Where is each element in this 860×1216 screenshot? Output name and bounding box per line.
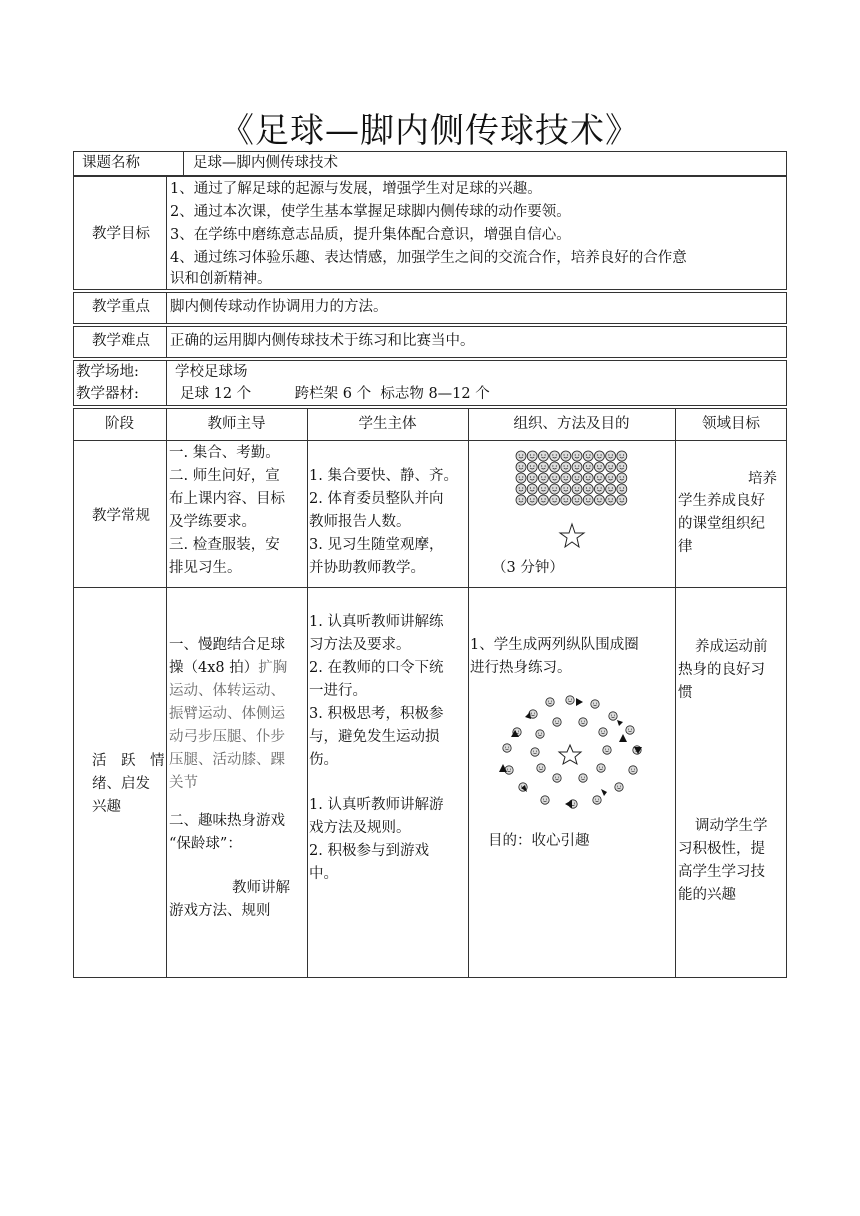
student-face-icon bbox=[550, 484, 560, 494]
goal-item: 3、在学练中磨练意志品质，提升集体配合意识，增强自信心。 bbox=[170, 227, 571, 243]
student-face-icon bbox=[527, 451, 537, 461]
direction-arrow-icon bbox=[619, 734, 627, 742]
routine-student-line: 2. 体育委员整队并向 bbox=[309, 491, 444, 507]
teacher-star-icon bbox=[560, 524, 584, 547]
student-face-icon bbox=[561, 484, 571, 494]
student-face-icon bbox=[583, 451, 593, 461]
warmup-org-line: 进行热身练习。 bbox=[470, 660, 572, 676]
warmup-student-line: 一进行。 bbox=[309, 683, 367, 699]
warmup-goal-line: 习积极性，提 bbox=[678, 841, 765, 857]
student-face-icon bbox=[594, 451, 604, 461]
student-face-icon bbox=[561, 451, 571, 461]
header-organization: 组织、方法及目的 bbox=[513, 416, 630, 432]
warmup-student-line: 1. 认真听教师讲解游 bbox=[309, 797, 444, 813]
student-face-icon bbox=[561, 473, 571, 483]
student-face-icon bbox=[594, 473, 604, 483]
goal-item: 2、通过本次课，使学生基本掌握足球脚内侧传球的动作要领。 bbox=[170, 204, 571, 220]
student-face-icon bbox=[572, 473, 582, 483]
warmup-student-line: 2. 在教师的口令下统 bbox=[309, 660, 444, 676]
student-face-icon bbox=[609, 712, 617, 720]
student-face-icon bbox=[579, 718, 587, 726]
routine-org-note: （3 分钟） bbox=[492, 560, 564, 576]
warmup-goal-line: 惯 bbox=[678, 685, 693, 701]
warmup-student-line: 与，避免发生运动损 bbox=[309, 729, 440, 745]
student-face-icon bbox=[606, 473, 616, 483]
student-face-icon bbox=[594, 495, 604, 505]
direction-arrow-icon bbox=[565, 800, 572, 808]
warmup-teacher-grey-text: 扩胸 bbox=[258, 660, 288, 676]
student-face-icon bbox=[561, 462, 571, 472]
student-face-icon bbox=[527, 473, 537, 483]
student-face-icon bbox=[583, 484, 593, 494]
warmup-teacher-line bbox=[169, 657, 287, 680]
key-value: 脚内侧传球动作协调用力的方法。 bbox=[170, 299, 388, 315]
routine-goal-line: 培养 bbox=[748, 471, 777, 487]
document-title: 《足球—脚内侧传球技术》 bbox=[220, 111, 640, 151]
student-face-icon bbox=[527, 495, 537, 505]
warmup-teacher-text: 操（4x8 拍） bbox=[169, 660, 259, 676]
student-face-icon bbox=[553, 774, 561, 782]
goal-item: 识和创新精神。 bbox=[170, 271, 272, 287]
student-face-icon bbox=[550, 495, 560, 505]
key-label: 教学重点 bbox=[92, 299, 150, 315]
student-face-icon bbox=[516, 462, 526, 472]
student-face-icon bbox=[541, 796, 549, 804]
student-face-icon bbox=[538, 473, 548, 483]
student-face-icon bbox=[594, 484, 604, 494]
direction-arrow-icon bbox=[576, 698, 583, 706]
student-face-icon bbox=[516, 495, 526, 505]
warmup-stage-line: 活 跃 情 bbox=[92, 753, 165, 769]
student-face-icon bbox=[537, 764, 545, 772]
student-face-icon bbox=[597, 764, 605, 772]
warmup-goal-line: 调动学生学 bbox=[695, 818, 768, 834]
routine-stage: 教学常规 bbox=[92, 508, 150, 524]
warmup-goal-line: 热身的良好习 bbox=[678, 662, 765, 678]
routine-teacher-line: 排见习生。 bbox=[169, 560, 242, 576]
header-student: 学生主体 bbox=[358, 416, 417, 432]
student-face-icon bbox=[572, 451, 582, 461]
student-face-icon bbox=[606, 495, 616, 505]
warmup-goal-line: 养成运动前 bbox=[695, 639, 768, 655]
student-face-icon bbox=[538, 495, 548, 505]
student-face-icon bbox=[527, 462, 537, 472]
student-face-icon bbox=[566, 696, 574, 704]
student-face-icon bbox=[527, 484, 537, 494]
student-face-icon bbox=[606, 462, 616, 472]
warmup-teacher-line: 振臂运动、体侧运 bbox=[169, 706, 285, 722]
venue-label: 教学场地: bbox=[76, 364, 139, 380]
header-domain-goal: 领域目标 bbox=[702, 416, 760, 432]
student-face-icon bbox=[505, 766, 513, 774]
equipment-value: 足球 12 个 跨栏架 6 个 标志物 8—12 个 bbox=[180, 386, 490, 402]
warmup-teacher-line: 动弓步压腿、仆步 bbox=[169, 729, 285, 745]
routine-student-line: 并协助教师教学。 bbox=[309, 560, 425, 576]
routine-teacher-line: 二. 师生问好，宣 bbox=[169, 468, 280, 484]
student-face-icon bbox=[615, 783, 623, 791]
difficulty-value: 正确的运用脚内侧传球技术于练习和比赛当中。 bbox=[170, 333, 475, 349]
student-face-icon bbox=[606, 484, 616, 494]
warmup-student-line: 戏方法及规则。 bbox=[309, 820, 411, 836]
student-face-icon bbox=[546, 698, 554, 706]
warmup-student-line: 2. 积极参与到游戏 bbox=[309, 843, 429, 859]
warmup-teacher-line: 二、趣味热身游戏 bbox=[169, 813, 285, 829]
student-face-icon bbox=[516, 451, 526, 461]
student-face-icon bbox=[617, 451, 627, 461]
student-face-icon bbox=[593, 796, 601, 804]
student-face-icon bbox=[531, 748, 539, 756]
goal-item: 4、通过练习体验乐趣、表达情感，加强学生之间的交流合作，培养良好的合作意 bbox=[170, 250, 687, 266]
warmup-student-line: 1. 认真听教师讲解练 bbox=[309, 614, 444, 630]
warmup-org-purpose: 目的：收心引趣 bbox=[488, 833, 590, 849]
direction-arrow-icon bbox=[617, 720, 623, 726]
warmup-teacher-line: 游戏方法、规则 bbox=[169, 903, 271, 919]
student-face-icon bbox=[572, 495, 582, 505]
warmup-teacher-line: “保龄球”： bbox=[169, 836, 242, 852]
header-stage: 阶段 bbox=[105, 416, 134, 432]
circle-formation-diagram bbox=[495, 692, 645, 812]
student-face-icon bbox=[579, 774, 587, 782]
student-face-icon bbox=[536, 730, 544, 738]
student-face-icon bbox=[550, 473, 560, 483]
header-teacher: 教师主导 bbox=[207, 416, 266, 432]
student-face-icon bbox=[572, 462, 582, 472]
warmup-teacher-line: 教师讲解 bbox=[232, 880, 290, 896]
student-face-icon bbox=[538, 484, 548, 494]
goals-label: 教学目标 bbox=[92, 226, 150, 242]
routine-student-line: 1. 集合要快、静、齐。 bbox=[309, 468, 458, 484]
topic-label: 课题名称 bbox=[82, 155, 140, 171]
warmup-stage-line: 兴趣 bbox=[92, 799, 121, 815]
formation-diagram bbox=[515, 450, 630, 550]
student-face-icon bbox=[591, 700, 599, 708]
difficulty-label: 教学难点 bbox=[92, 333, 150, 349]
student-face-icon bbox=[516, 473, 526, 483]
student-face-icon bbox=[626, 726, 634, 734]
student-face-icon bbox=[538, 451, 548, 461]
venue-value: 学校足球场 bbox=[175, 364, 248, 380]
warmup-teacher-line: 运动、体转运动、 bbox=[169, 683, 285, 699]
routine-goal-line: 的课堂组织纪 bbox=[678, 516, 765, 532]
student-face-icon bbox=[594, 462, 604, 472]
warmup-teacher-line: 关节 bbox=[169, 775, 198, 791]
student-face-icon bbox=[617, 484, 627, 494]
student-face-icon bbox=[617, 473, 627, 483]
student-face-icon bbox=[599, 728, 607, 736]
student-face-icon bbox=[516, 484, 526, 494]
student-face-icon bbox=[538, 462, 548, 472]
student-face-icon bbox=[572, 484, 582, 494]
equipment-label: 教学器材: bbox=[76, 386, 139, 402]
topic-row bbox=[73, 151, 787, 176]
student-face-icon bbox=[583, 495, 593, 505]
warmup-org-line: 1、学生成两列纵队围成圈 bbox=[470, 637, 639, 653]
routine-teacher-line: 三. 检查服装，安 bbox=[169, 537, 280, 553]
student-face-icon bbox=[617, 462, 627, 472]
teacher-star-icon bbox=[559, 745, 581, 764]
routine-teacher-line: 一. 集合、考勤。 bbox=[169, 445, 280, 461]
student-face-icon bbox=[550, 451, 560, 461]
student-face-icon bbox=[629, 766, 637, 774]
student-face-icon bbox=[617, 495, 627, 505]
routine-goal-line: 学生养成良好 bbox=[678, 493, 765, 509]
student-face-icon bbox=[583, 462, 593, 472]
topic-value: 足球—脚内侧传球技术 bbox=[193, 155, 338, 171]
warmup-teacher-line: 压腿、活动膝、踝 bbox=[169, 752, 285, 768]
routine-goal-line: 律 bbox=[678, 539, 693, 555]
direction-arrow-icon bbox=[525, 712, 531, 719]
warmup-stage-line: 绪、启发 bbox=[92, 776, 150, 792]
warmup-student-line: 中。 bbox=[309, 866, 338, 882]
goal-item: 1、通过了解足球的起源与发展，增强学生对足球的兴趣。 bbox=[170, 181, 542, 197]
warmup-goal-line: 高学生学习技 bbox=[678, 864, 765, 880]
warmup-teacher-line: 一、慢跑结合足球 bbox=[169, 637, 285, 653]
student-face-icon bbox=[583, 473, 593, 483]
student-face-icon bbox=[606, 451, 616, 461]
warmup-student-line: 3. 积极思考，积极参 bbox=[309, 706, 444, 722]
routine-student-line: 3. 见习生随堂观摩， bbox=[309, 537, 444, 553]
warmup-student-line: 伤。 bbox=[309, 752, 338, 768]
routine-teacher-line: 布上课内容、目标 bbox=[169, 491, 285, 507]
direction-arrow-icon bbox=[601, 789, 607, 796]
student-face-icon bbox=[550, 462, 560, 472]
routine-teacher-line: 及学练要求。 bbox=[169, 514, 256, 530]
student-face-icon bbox=[553, 718, 561, 726]
warmup-student-line: 习方法及要求。 bbox=[309, 637, 411, 653]
routine-student-line: 教师报告人数。 bbox=[309, 514, 411, 530]
student-face-icon bbox=[503, 744, 511, 752]
warmup-goal-line: 能的兴趣 bbox=[678, 887, 736, 903]
student-face-icon bbox=[603, 746, 611, 754]
student-face-icon bbox=[561, 495, 571, 505]
